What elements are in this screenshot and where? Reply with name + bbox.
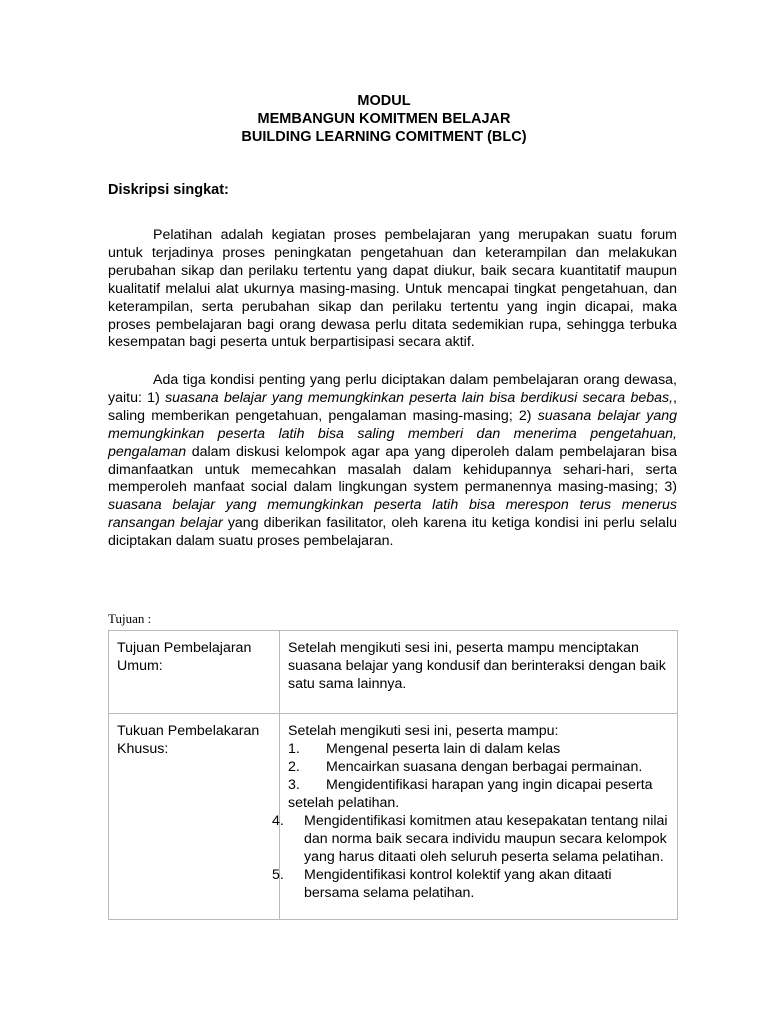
p2-italic-2: suasana belajar yang memungkinkan peserta latih bisa saling memberi dan menerima pengetahuan, pengalaman — [108, 407, 677, 460]
table-row — [109, 631, 678, 714]
table-row — [109, 714, 678, 920]
list-number: 3. — [288, 777, 300, 793]
section-heading: Diskripsi singkat: — [108, 182, 229, 198]
p2-segment-2: , saling memberikan pengetahuan, pengalaman masing-masing; 2) — [108, 389, 677, 424]
list-item — [272, 812, 669, 866]
specific-objective-cell — [272, 714, 678, 920]
title-line-3: BUILDING LEARNING COMITMENT (BLC) — [241, 129, 527, 145]
paragraph-description — [108, 227, 677, 352]
list-item — [288, 776, 669, 812]
tujuan-label: Tujuan : — [108, 611, 152, 626]
list-text: Mengidentifikasi kontrol kolektif yang akan ditaati bersama selama pelatihan. — [304, 867, 612, 901]
list-text: Mengidentifikasi harapan yang ingin dicapai peserta setelah pelatihan. — [288, 777, 653, 811]
p2-segment-4: yang diberikan fasilitator, oleh karena itu ketiga kondisi ini perlu selalu diciptakan dalam suatu proses pembelajaran. — [108, 515, 677, 550]
list-number: 2. — [288, 759, 300, 775]
list-text: Mencairkan suasana dengan berbagai permainan. — [326, 759, 643, 775]
list-item — [272, 866, 669, 902]
general-objective-label: Tujuan Pembelajaran Umum: — [109, 631, 280, 714]
list-text: Mengidentifikasi komitmen atau kesepakatan tentang nilai dan norma baik secara individu maupun secara kelompok yang harus ditaati oleh seluruh peserta selama pelatihan. — [304, 813, 668, 865]
list-number: 5. — [272, 867, 284, 883]
paragraph-1-text: Pelatihan adalah kegiatan proses pembelajaran yang merupakan suatu forum untuk terjadinya proses peningkatan pengetahuan dan keterampilan dan melakukan perubahan sikap dan perilaku tertentu yang dapat diukur, baik secara kuantitatif maupun kualitatif melalui alat ukurnya masing-masing. Untuk mencapai tingkat pengetahuan, dan keterampilan, serta perubahan sikap dan perilaku tertentu yang ingin dicapai, maka proses pembelajaran bagi orang dewasa perlu ditata sedemikian rupa, sehingga terbuka kesempatan bagi peserta untuk berpartisipasi secara aktif. — [108, 227, 677, 351]
paragraph-conditions — [108, 372, 677, 551]
p2-segment-1: Ada tiga kondisi penting yang perlu diciptakan dalam pembelajaran orang dewasa, yaitu: 1) — [108, 372, 677, 406]
title-line-2: MEMBANGUN KOMITMEN BELAJAR — [257, 111, 511, 127]
p2-italic-3: suasana belajar yang memungkinkan peserta latih bisa merespon terus menerus ransangan belajar — [108, 497, 677, 532]
specific-objective-intro: Setelah mengikuti sesi ini, peserta mampu: — [288, 723, 559, 739]
general-objective-text: Setelah mengikuti sesi ini, peserta mampu menciptakan suasana belajar yang kondusif dan berinteraksi dengan baik satu sama lainnya. — [280, 631, 678, 714]
module-title — [0, 92, 768, 146]
list-number: 4. — [272, 813, 284, 829]
p2-segment-3: dalam diskusi kelompok agar apa yang diperoleh dalam pembelajaran bisa dimanfaatkan untuk memecahkan masalah dalam kehidupannya sehari-hari, serta memperoleh manfaat social dalam lingkungan system permanennya masing-masing; 3) — [108, 443, 677, 496]
list-number: 1. — [288, 741, 300, 757]
title-line-1: MODUL — [357, 93, 411, 109]
objectives-table — [108, 630, 678, 920]
list-item — [288, 740, 669, 758]
list-item — [288, 758, 669, 776]
objective-list — [272, 740, 669, 902]
p2-italic-1: suasana belajar yang memungkinkan peserta lain bisa berdikusi secara bebas, — [165, 389, 674, 406]
list-text: Mengenal peserta lain di dalam kelas — [326, 741, 561, 757]
specific-objective-label: Tukuan Pembelakaran Khusus: — [109, 714, 280, 920]
